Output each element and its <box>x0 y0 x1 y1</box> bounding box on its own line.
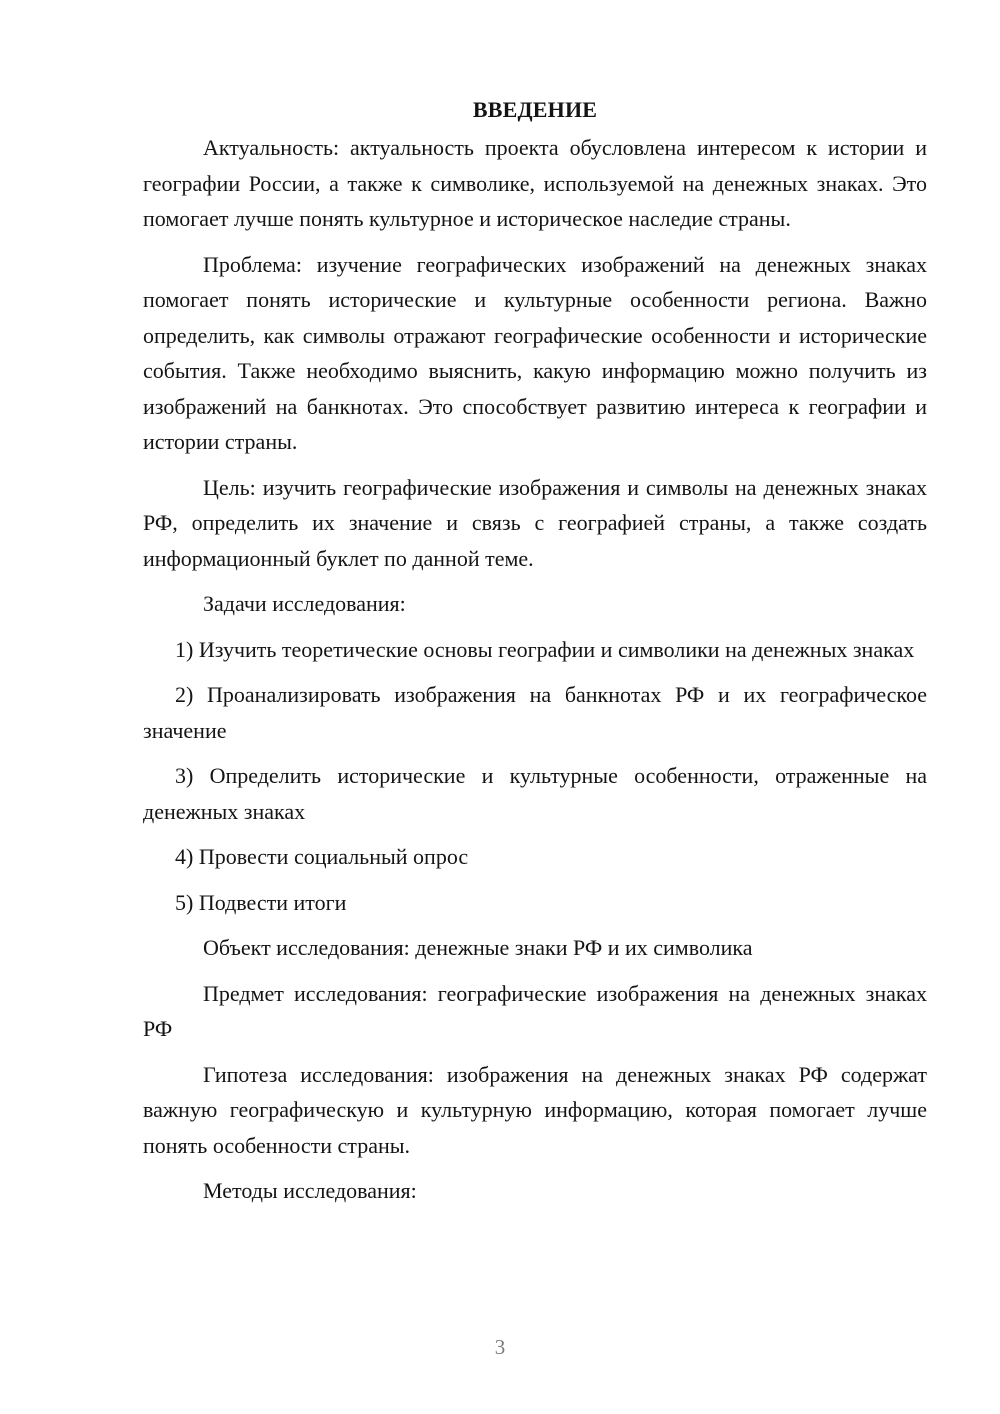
object-paragraph: Объект исследования: денежные знаки РФ и их символика <box>203 935 753 960</box>
tasks-heading: Задачи исследования: <box>203 591 406 616</box>
task-item-4: 4) Провести социальный опрос <box>175 844 469 869</box>
methods-paragraph: Методы исследования: <box>203 1178 417 1203</box>
page-content <box>143 90 927 1219</box>
hypothesis-paragraph: Гипотеза исследования: изображения на денежных знаках РФ содержат важную географическую и культурную информацию, которая помогает лучше понять особенности страны. <box>143 1061 927 1158</box>
page-title: ВВЕДЕНИЕ <box>472 97 598 122</box>
goal-paragraph: Цель: изучить географические изображения и символы на денежных знаках РФ, определить их значение и связь с географией страны, а также создать информационный буклет по данной теме. <box>143 474 927 571</box>
problem-paragraph: Проблема: изучение географических изображений на денежных знаках помогает понять исторические и культурные особенности региона. Важно определить, как символы отражают географические особенности и исторические события. Также необходимо выяснить, какую информацию можно получить из изображений на банкнотах. Это способствует развитию интереса к географии и истории страны. <box>143 251 927 454</box>
page-number: 3 <box>494 1335 506 1359</box>
task-item-3: 3) Определить исторические и культурные особенности, отраженные на денежных знаках <box>143 763 927 824</box>
task-item-2: 2) Проанализировать изображения на банкнотах РФ и их географическое значение <box>143 682 927 743</box>
relevance-paragraph: Актуальность: актуальность проекта обусловлена интересом к истории и географии России, а также к символике, используемой на денежных знаках. Это помогает лучше понять культурное и историческое наследие страны. <box>143 135 927 231</box>
task-item-1: 1) Изучить теоретические основы географии и символики на денежных знаках <box>175 636 915 662</box>
subject-paragraph: Предмет исследования: географические изображения на денежных знаках РФ <box>143 980 927 1041</box>
task-item-5: 5) Подвести итоги <box>175 889 347 915</box>
